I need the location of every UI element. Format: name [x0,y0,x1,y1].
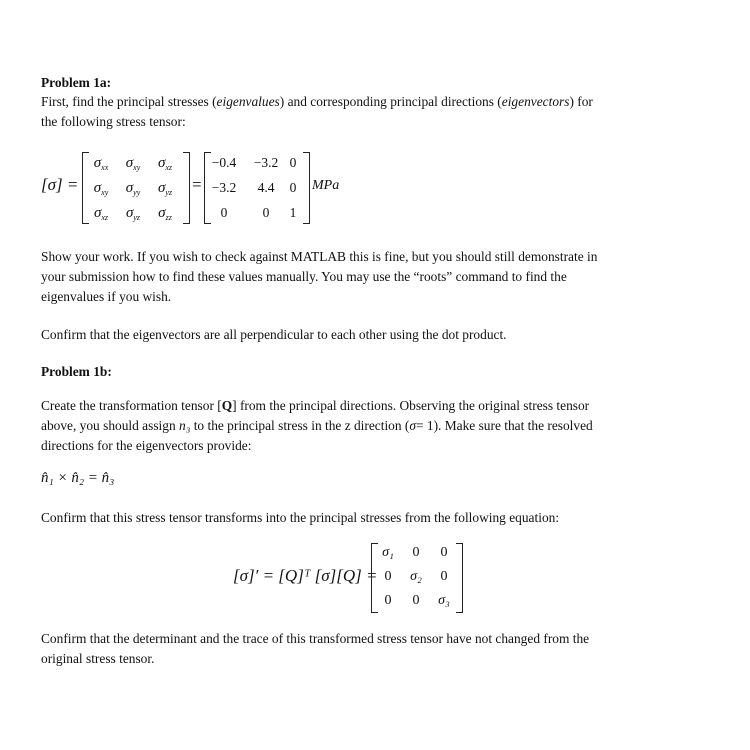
symbolic-matrix-right-bracket [183,152,190,224]
sigma-symbol: σ [125,155,134,171]
principal-matrix-cell: 0 [384,593,392,608]
sigma-subscript: zz [165,213,172,222]
numeric-matrix-right-bracket [303,152,310,224]
matrix-value: −3.2 [253,155,279,170]
sigma-subscript: xy [101,188,109,197]
sigma-symbol: σ [93,180,102,196]
sigma-cell [86,180,116,197]
principal-matrix-cell: 0 [440,569,448,584]
sigma-symbol: σ [158,205,166,221]
sigma-symbol: σ [125,205,134,221]
sigma-subscript: yz [133,213,141,222]
final-line: original stress tensor. [41,651,155,666]
problem-1b-line3: directions for the eigenvectors provide: [41,438,252,453]
work-paragraph [41,247,597,307]
principal-matrix-cell: 0 [412,593,420,608]
q-bold: Q [221,398,233,413]
sigma-symbol: σ [93,205,102,221]
matrix-value: 4.4 [257,180,275,195]
problem-1b-heading: Problem 1b: [41,364,112,379]
line2-text-c: = 1). Make sure that the resolved [416,418,593,433]
matrix-value: 0 [289,180,297,195]
problem-1b-line2 [41,416,593,436]
sigma-subscript: xy [133,163,141,172]
transform-intro: Confirm that this stress tensor transforms into the principal stresses from the following equation: [41,510,560,525]
sigma-cell [86,155,116,172]
transform-lhs: [σ]′ = [Q]ᵀ [σ][Q] = [233,566,378,585]
sigma-subscript: xz [101,213,109,222]
sigma-var: σ [409,418,416,433]
final-paragraph [41,629,589,669]
intro-eigenvectors: eigenvectors [501,94,570,109]
line1-text-b: ] from the principal directions. Observing the original stress tensor [232,398,590,413]
sigma-cell [118,155,148,172]
principal-matrix-right-bracket [456,543,463,613]
matrix-value: −0.4 [211,155,237,170]
sigma-subscript: xx [101,163,109,172]
work-line: your submission how to find these values manually. You may use the “roots” command to find the [41,269,567,284]
sigma-cell [150,155,180,172]
principal-matrix-cell: 0 [412,545,420,560]
sigma-symbol: σ [125,180,134,196]
matrix-value: 0 [220,205,228,220]
matrix-value: 0 [262,205,270,220]
intro-text-3: ) for [569,94,593,109]
sigma-symbol: σ [93,155,102,171]
work-line: Show your work. If you wish to check against MATLAB this is fine, but you should still demonstrate in [41,249,598,264]
sigma-symbol: σ [157,155,166,171]
intro-text-1: First, find the principal stresses ( [41,94,217,109]
tensor-equals-1: = [68,175,78,194]
sigma-cell [86,205,116,222]
sigma-cell [118,205,148,222]
matrix-value: 1 [289,205,297,220]
sigma-subscript: xz [165,163,173,172]
line1-text-a: Create the transformation tensor [ [41,398,222,413]
work-line: eigenvalues if you wish. [41,289,172,304]
intro-eigenvalues: eigenvalues [216,94,280,109]
cross-product-equation: n̂₁ × n̂₂ = n̂₃ [41,470,115,486]
problem-1b-line1 [41,396,593,416]
line2-text-b: to the principal stress in the z direction ( [190,418,410,433]
principal-matrix-cell: 0 [384,569,392,584]
sigma-subscript: yz [165,188,173,197]
matrix-value: 0 [289,155,297,170]
sigma-cell [150,205,180,222]
tensor-unit: MPa [312,178,340,193]
sigma-subscript: yy [133,188,141,197]
n3-var: n₃ [179,418,191,433]
tensor-equals-2: = [192,175,202,194]
matrix-value: −3.2 [211,180,237,195]
principal-matrix-cell: 0 [440,545,448,560]
problem-1a-intro-line2: the following stress tensor: [41,114,186,129]
line2-text-a: above, you should assign [41,418,179,433]
tensor-lhs: [σ] [41,175,63,194]
sigma-cell [118,180,148,197]
principal-matrix-cell: σ₂ [410,569,422,584]
intro-text-2: ) and corresponding principal directions ( [279,94,502,109]
problem-1a-heading: Problem 1a: [41,75,112,90]
final-line: Confirm that the determinant and the trace of this transformed stress tensor have not changed from the [41,631,590,646]
problem-1b-paragraph [41,396,593,456]
principal-matrix-cell: σ₃ [438,593,450,608]
problem-1a-intro [41,92,593,112]
sigma-symbol: σ [157,180,166,196]
sigma-cell [150,180,180,197]
principal-matrix-cell: σ₁ [382,545,394,560]
confirm-perpendicular: Confirm that the eigenvectors are all perpendicular to each other using the dot product. [41,327,507,342]
